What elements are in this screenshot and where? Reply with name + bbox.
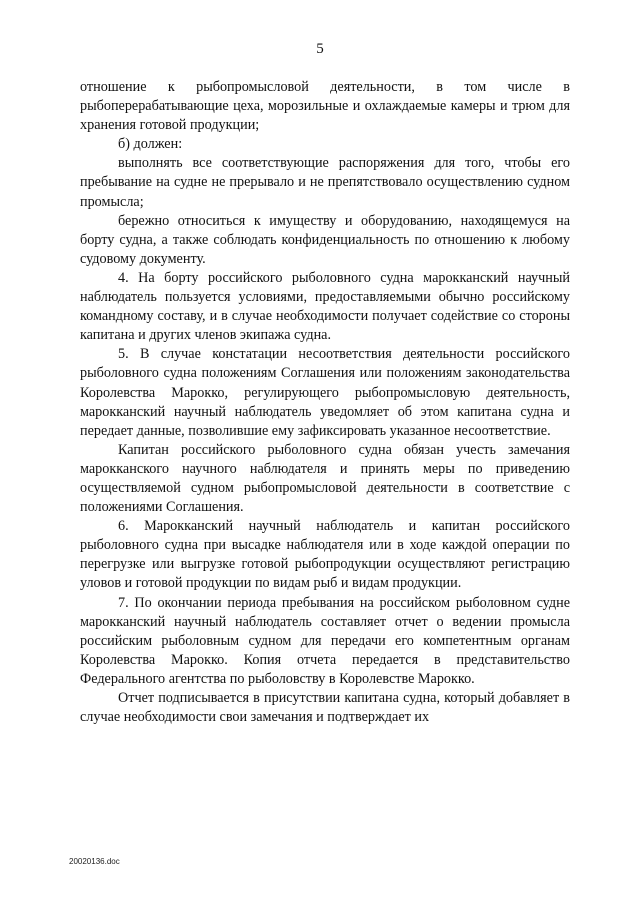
paragraph: 5. В случае констатации несоответствия деятельности российского рыболовного судна положениям Соглашения или положениям законодательства Королевства Марокко, регулирующего рыбопромысловую деятельность, марокканский научный наблюдатель уведомляет об этом капитана судна и передает данные, позволившие ему зафиксировать указанное несоответствие. (80, 346, 570, 439)
document-body (80, 78, 570, 727)
paragraph: б) должен: (118, 136, 183, 153)
paragraph: выполнять все соответствующие распоряжения для того, чтобы его пребывание на судне не прерывало и не препятствовало осуществлению судном промысла; (80, 155, 570, 210)
paragraph: отношение к рыбопромысловой деятельности, в том числе в рыбоперерабатывающие цеха, морозильные и охлаждаемые камеры и трюм для хранения готовой продукции; (80, 79, 570, 134)
paragraph: Отчет подписывается в присутствии капитана судна, который добавляет в случае необходимости свои замечания и подтверждает их (80, 690, 570, 726)
paragraph: бережно относиться к имуществу и оборудованию, находящемуся на борту судна, а также соблюдать конфиденциальность по отношению к любому судовому документу. (80, 212, 570, 267)
page-number: 5 (316, 41, 324, 57)
paragraph: Капитан российского рыболовного судна обязан учесть замечания марокканского научного наблюдателя и принять меры по приведению осуществляемой судном рыбопромысловой деятельности в соответствие с положениями Соглашения. (80, 441, 570, 516)
paragraph: 6. Марокканский научный наблюдатель и капитан российского рыболовного судна при высадке наблюдателя или в ходе каждой операции по перегрузке или выгрузке готовой рыбопродукции осуществляют регистрацию уловов и готовой продукции по видам рыб и видам продукции. (80, 518, 570, 592)
paragraph: 7. По окончании периода пребывания на российском рыболовном судне марокканский научный наблюдатель составляет отчет о ведении промысла российским рыболовным судном для передачи его компетентным органам Королевства Марокко. Копия отчета передается в представительство Федерального агентства по рыболовству в Королевстве Марокко. (80, 594, 570, 687)
paragraph: 4. На борту российского рыболовного судна марокканский научный наблюдатель пользуется условиями, предоставляемыми обычно российскому командному составу, и в случае необходимости получает содействие со стороны капитана и других членов экипажа судна. (80, 269, 570, 344)
document-filename: 20020136.doc (69, 857, 120, 866)
